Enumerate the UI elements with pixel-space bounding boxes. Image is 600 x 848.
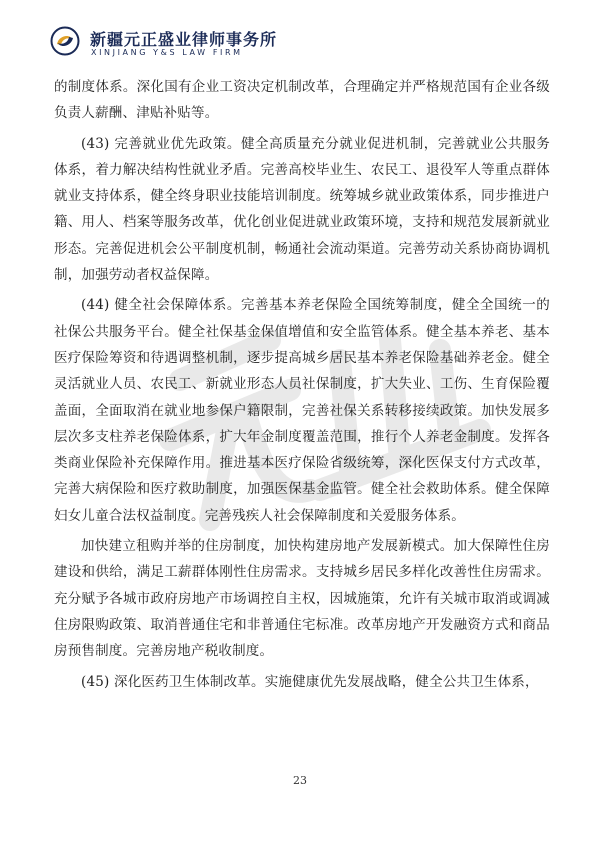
document-body [54,74,550,695]
firm-name-cn: 新疆元正盛业律师事务所 [90,30,278,49]
paragraph-continuation: 的制度体系。深化国有企业工资决定机制改革，合理确定并严格规范国有企业各级负责人薪酬、津贴补贴等。 [54,79,550,122]
paragraph-44-social-security: (44) 健全社会保障体系。完善基本养老保险全国统筹制度，健全全国统一的社保公共服务平台。健全社保基金保值增值和安全监管体系。健全基本养老、基本医疗保险筹资和待遇调整机制，逐步提高城乡居民基本养老保险基础养老金。健全灵活就业人员、农民工、新就业形态人员社保制度，扩大失业、工伤、生育保险覆盖面，全面取消在就业地参保户籍限制，完善社保关系转移接续政策。加快发展多层次多支柱养老保险体系，扩大年金制度覆盖范围，推行个人养老金制度。发挥各类商业保险补充保障作用。推进基本医疗保险省级统筹，深化医保支付方式改革，完善大病保险和医疗救助制度，加强医保基金监管。健全社会救助体系。健全保障妇女儿童合法权益制度。完善残疾人社会保障制度和关爱服务体系。 [54,297,550,524]
firm-name-en: XINJIANG Y&S LAW FIRM [91,48,243,57]
paragraph-45-healthcare: (45) 深化医药卫生体制改革。实施健康优先发展战略，健全公共卫生体系， [81,673,539,690]
page-header [50,24,570,64]
page-number: 23 [293,774,307,787]
paragraph-housing: 加快建立租购并举的住房制度，加快构建房地产发展新模式。加大保障性住房建设和供给，满足工薪群体刚性住房需求。支持城乡居民多样化改善性住房需求。充分赋予各城市政府房地产市场调控自主权，因城施策，允许有关城市取消或调减住房限购政策、取消普通住宅和非普通住宅标准。改革房地产开发融资方式和商品房预售制度。完善房地产税收制度。 [54,538,550,660]
paragraph-43-employment: (43) 完善就业优先政策。健全高质量充分就业促进机制，完善就业公共服务体系，着力解决结构性就业矛盾。完善高校毕业生、农民工、退役军人等重点群体就业支持体系，健全终身职业技能培训制度。统筹城乡就业政策体系，同步推进户籍、用人、档案等服务改革，优化创业促进就业政策环境，支持和规范发展新就业形态。完善促进机会公平制度机制，畅通社会流动渠道。完善劳动关系协商协调机制，加强劳动者权益保障。 [54,135,550,284]
swirl-logo-icon [50,26,80,56]
